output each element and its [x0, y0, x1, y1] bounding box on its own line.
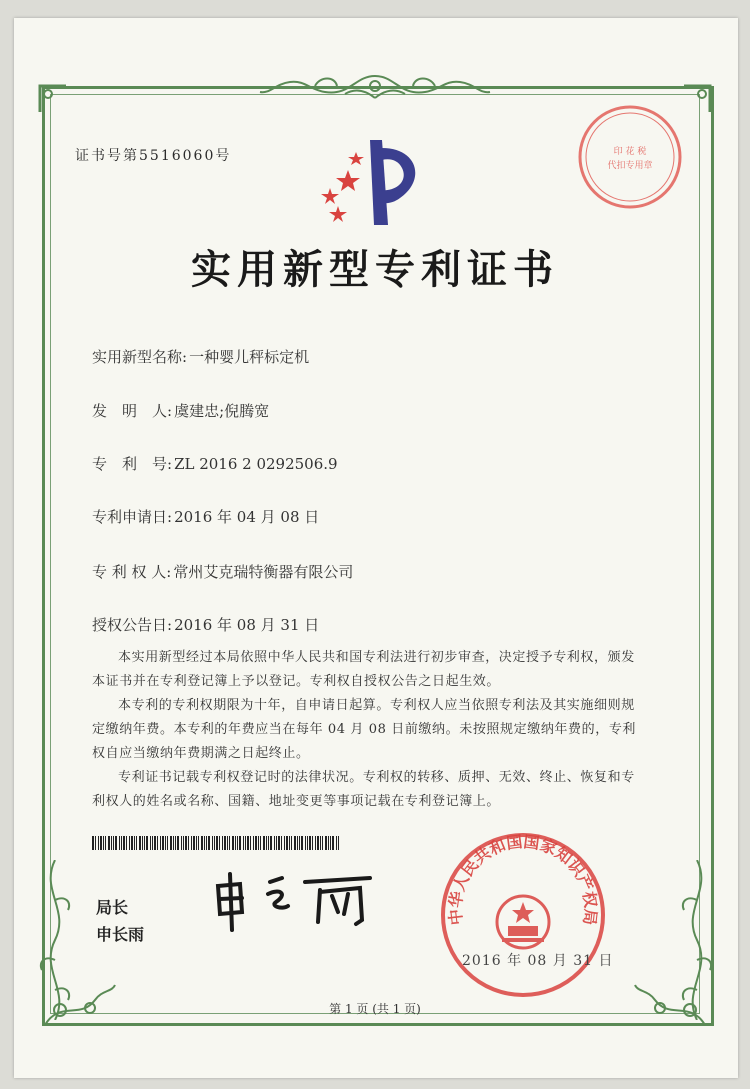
corner-ornament-top-right	[682, 84, 712, 114]
cnipa-official-seal	[438, 830, 608, 1000]
svg-text:代扣专用章: 代扣专用章	[607, 161, 653, 171]
director-title: 局长	[96, 898, 129, 917]
inventor-label: 发 明 人:	[92, 402, 173, 420]
certificate-number: 证书号第5516060号	[75, 148, 232, 164]
seal-date: 2016 年 08 月 31 日	[462, 953, 614, 969]
cnipa-emblem-icon	[318, 140, 428, 230]
filing-date-label: 专利申请日:	[92, 508, 173, 526]
barcode	[92, 836, 342, 850]
patent-number-value: ZL 2016 2 0292506.9	[174, 455, 338, 473]
patentee-row	[92, 561, 353, 582]
filing-date-row	[92, 506, 319, 527]
inventor-value: 虞建忠;倪腾宽	[174, 402, 270, 420]
director-name: 申长雨	[96, 925, 145, 944]
certificate-title: 实用新型专利证书	[191, 246, 559, 293]
grant-date-label: 授权公告日:	[92, 616, 173, 634]
patentee-value: 常州艾克瑞特衡器有限公司	[173, 563, 354, 581]
utility-model-name-row	[92, 346, 309, 367]
director-signature	[210, 872, 390, 932]
name-label: 实用新型名称:	[92, 348, 188, 366]
name-value: 一种婴儿秤标定机	[189, 348, 310, 366]
svg-text:印 花 税: 印 花 税	[613, 147, 647, 157]
top-ornament	[255, 68, 495, 108]
corner-ornament-top-left	[38, 84, 68, 114]
grant-date-row	[92, 614, 319, 635]
tax-stamp-seal	[575, 102, 685, 212]
body-paragraph-2: 本专利的专利权期限为十年，自申请日起算。专利权人应当依照专利法及其实施细则规定缴纳年费。本专利的年费应当在每年 04 月 08 日前缴纳。未按照规定缴纳年费的，专利权自应当缴纳年费期满之日起终止。	[92, 698, 637, 761]
patentee-label: 专 利 权 人:	[92, 563, 172, 581]
body-paragraph-3: 专利证书记载专利权登记时的法律状况。专利权的转移、质押、无效、终止、恢复和专利权人的姓名或名称、国籍、地址变更等事项记载在专利登记簿上。	[92, 770, 635, 809]
patent-number-label: 专 利 号:	[92, 455, 173, 473]
seal-arc-text: 中华人民共和国国家知识产权局	[445, 831, 601, 927]
patent-number-row	[92, 453, 338, 474]
filing-date-value: 2016 年 04 月 08 日	[174, 508, 320, 526]
body-paragraph-1: 本实用新型经过本局依照中华人民共和国专利法进行初步审查，决定授予专利权，颁发本证书并在专利登记簿上予以登记。专利权自授权公告之日起生效。	[92, 650, 635, 689]
page-number: 第 1 页 (共 1 页)	[329, 1002, 421, 1016]
grant-date-value: 2016 年 08 月 31 日	[174, 616, 320, 634]
inventor-row	[92, 400, 269, 421]
